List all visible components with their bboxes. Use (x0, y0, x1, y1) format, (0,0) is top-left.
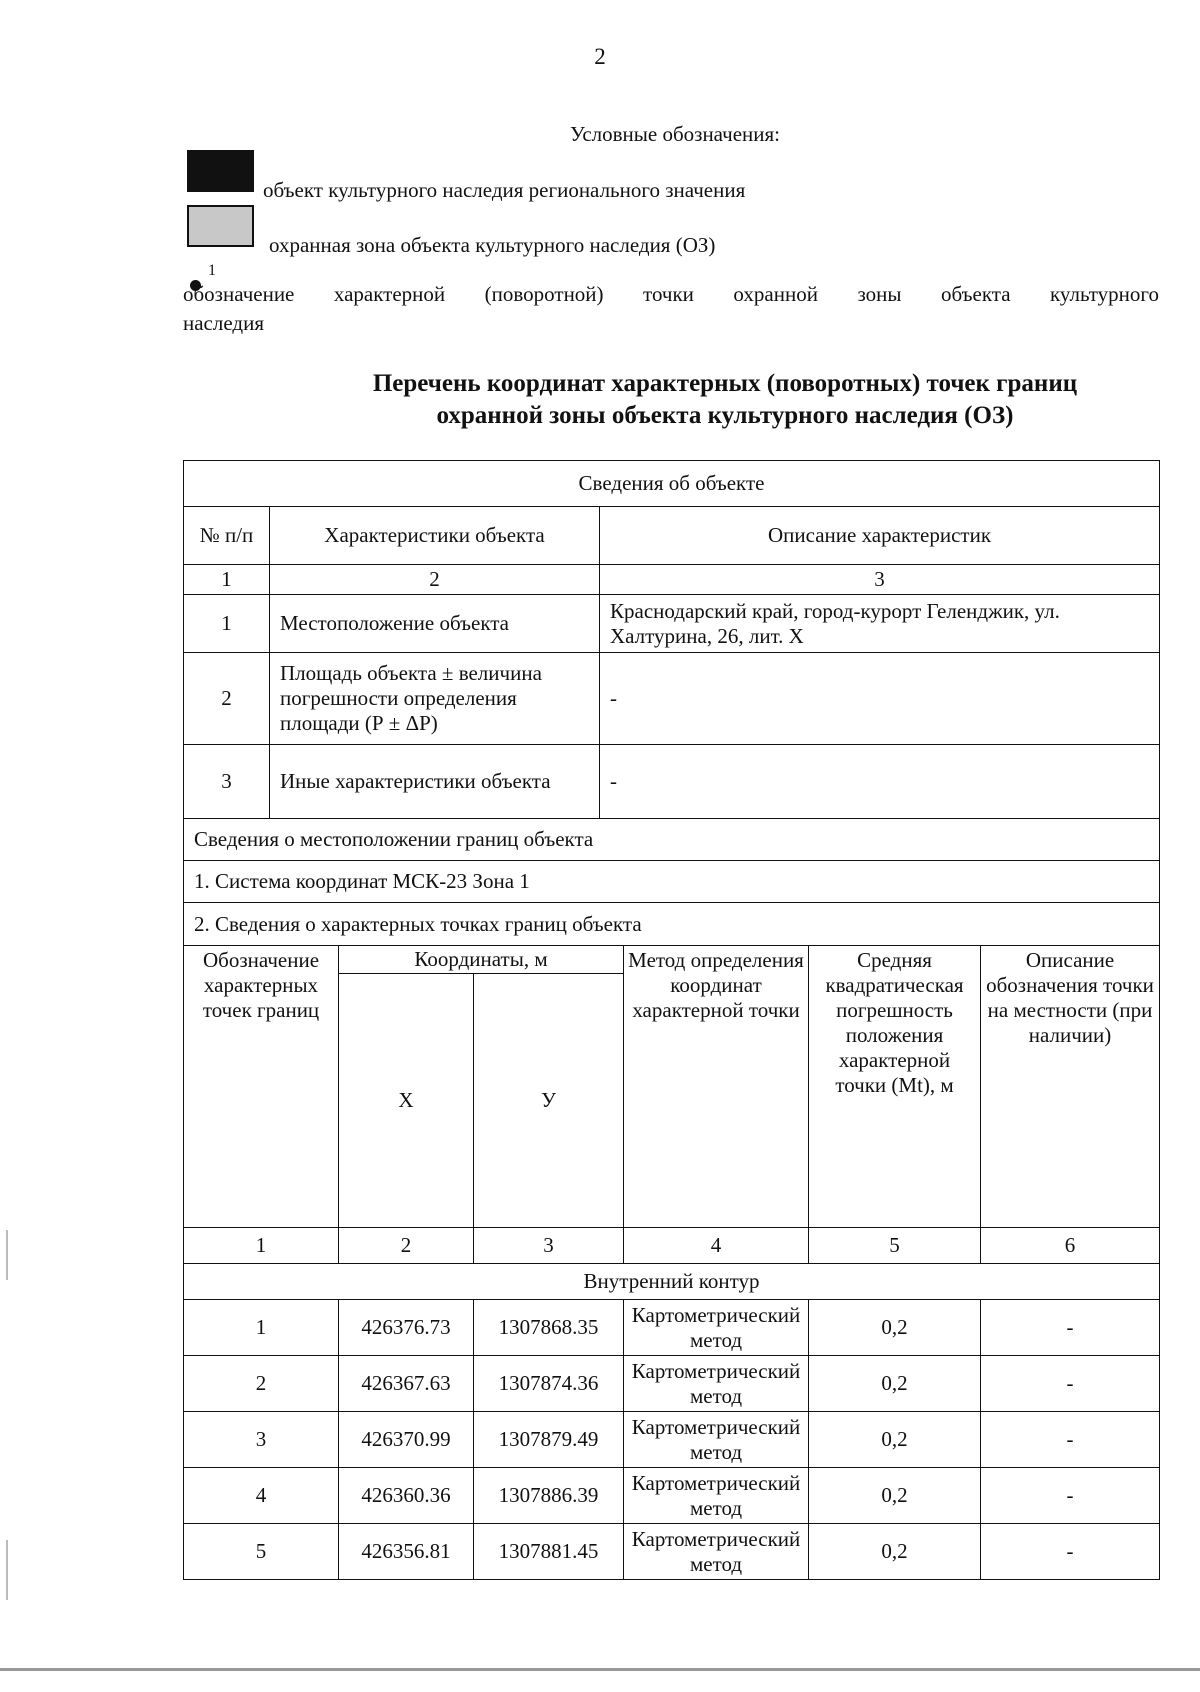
point-accuracy: 0,2 (809, 1524, 981, 1580)
point-method: Картометрический метод (624, 1468, 809, 1524)
scan-artifact (6, 1230, 8, 1280)
table-row (184, 1468, 1160, 1524)
row-characteristic: Иные характеристики объекта (270, 745, 600, 819)
col-header-method: Метод определения координат характерной точки (624, 946, 809, 1228)
row-number: 3 (184, 745, 270, 819)
col-header-accuracy: Средняя квадратическая погрешность положения характерной точки (Mt), м (809, 946, 981, 1228)
legend-item-zone: охранная зона объекта культурного наследия (ОЗ) (269, 233, 716, 257)
table-row (184, 745, 1160, 819)
col-number: 1 (184, 565, 270, 595)
point-x: 426356.81 (339, 1524, 474, 1580)
point-description: - (981, 1300, 1160, 1356)
point-id: 4 (184, 1468, 339, 1524)
row-number: 1 (184, 595, 270, 653)
table-row (184, 1412, 1160, 1468)
cultural-heritage-object-swatch (187, 150, 254, 192)
point-description: - (981, 1524, 1160, 1580)
point-y: 1307879.49 (474, 1412, 624, 1468)
col-header-designation: Обозначение характерных точек границ (184, 946, 339, 1228)
row-description: Краснодарский край, город-курорт Геленджик, ул. Халтурина, 26, лит. Х (600, 595, 1160, 653)
col-header-coordinates: Координаты, м (339, 946, 624, 974)
legend-heading: Условные обозначения: (569, 122, 781, 146)
col-number: 5 (809, 1228, 981, 1264)
table-row (184, 1300, 1160, 1356)
title-line-2: охранной зоны объекта культурного наследия (ОЗ) (436, 402, 1014, 429)
col-header-y: У (474, 974, 624, 1228)
row-number: 2 (184, 653, 270, 745)
col-number: 3 (600, 565, 1160, 595)
col-header-point-description: Описание обозначения точки на местности (при наличии) (981, 946, 1160, 1228)
point-id: 1 (184, 1300, 339, 1356)
document-title (300, 368, 1150, 432)
col-number: 2 (270, 565, 600, 595)
title-line-1: Перечень координат характерных (поворотных) точек границ (372, 370, 1078, 397)
coord-system: 1. Система координат МСК-23 Зона 1 (184, 861, 1160, 903)
point-id: 2 (184, 1356, 339, 1412)
location-header: Сведения о местоположении границ объекта (184, 819, 1160, 861)
point-x: 426376.73 (339, 1300, 474, 1356)
point-description: - (981, 1356, 1160, 1412)
row-characteristic: Площадь объекта ± величина погрешности определения площади (Р ± ΔР) (270, 653, 600, 745)
point-y: 1307881.45 (474, 1524, 624, 1580)
table-row (184, 1524, 1160, 1580)
col-header-num: № п/п (184, 507, 270, 565)
col-header-x: X (339, 974, 474, 1228)
point-x: 426370.99 (339, 1412, 474, 1468)
row-characteristic: Местоположение объекта (270, 595, 600, 653)
col-header-characteristic: Характеристики объекта (270, 507, 600, 565)
turning-points-table (183, 945, 1160, 1580)
table-row (184, 595, 1160, 653)
scan-artifact (6, 1540, 8, 1600)
turning-point-dot-label: 1 (208, 262, 216, 279)
protection-zone-swatch (187, 205, 254, 247)
col-number: 3 (474, 1228, 624, 1264)
point-method: Картометрический метод (624, 1524, 809, 1580)
page-bottom-rule (0, 1668, 1200, 1671)
point-y: 1307886.39 (474, 1468, 624, 1524)
page-number: 2 (594, 44, 606, 69)
col-number: 2 (339, 1228, 474, 1264)
point-accuracy: 0,2 (809, 1300, 981, 1356)
point-description: - (981, 1468, 1160, 1524)
point-y: 1307868.35 (474, 1300, 624, 1356)
table-row (184, 653, 1160, 745)
col-header-description: Описание характеристик (600, 507, 1160, 565)
object-info-header: Сведения об объекте (184, 461, 1160, 507)
point-accuracy: 0,2 (809, 1468, 981, 1524)
point-x: 426367.63 (339, 1356, 474, 1412)
legend-item-point-cont: наследия (183, 311, 264, 335)
point-method: Картометрический метод (624, 1356, 809, 1412)
legend-item-object: объект культурного наследия регионального значения (263, 178, 746, 202)
point-accuracy: 0,2 (809, 1412, 981, 1468)
col-number: 4 (624, 1228, 809, 1264)
contour-label: Внутренний контур (184, 1264, 1160, 1300)
point-description: - (981, 1412, 1160, 1468)
table-row (184, 1356, 1160, 1412)
col-number: 1 (184, 1228, 339, 1264)
point-method: Картометрический метод (624, 1412, 809, 1468)
row-description: - (600, 653, 1160, 745)
point-x: 426360.36 (339, 1468, 474, 1524)
object-info-table (183, 460, 1160, 946)
row-description: - (600, 745, 1160, 819)
point-y: 1307874.36 (474, 1356, 624, 1412)
legend-item-point: обозначение характерной (поворотной) точки охранной зоны объекта культурного (183, 282, 1159, 306)
point-id: 5 (184, 1524, 339, 1580)
points-header: 2. Сведения о характерных точках границ объекта (184, 903, 1160, 946)
col-number: 6 (981, 1228, 1160, 1264)
point-accuracy: 0,2 (809, 1356, 981, 1412)
point-id: 3 (184, 1412, 339, 1468)
point-method: Картометрический метод (624, 1300, 809, 1356)
